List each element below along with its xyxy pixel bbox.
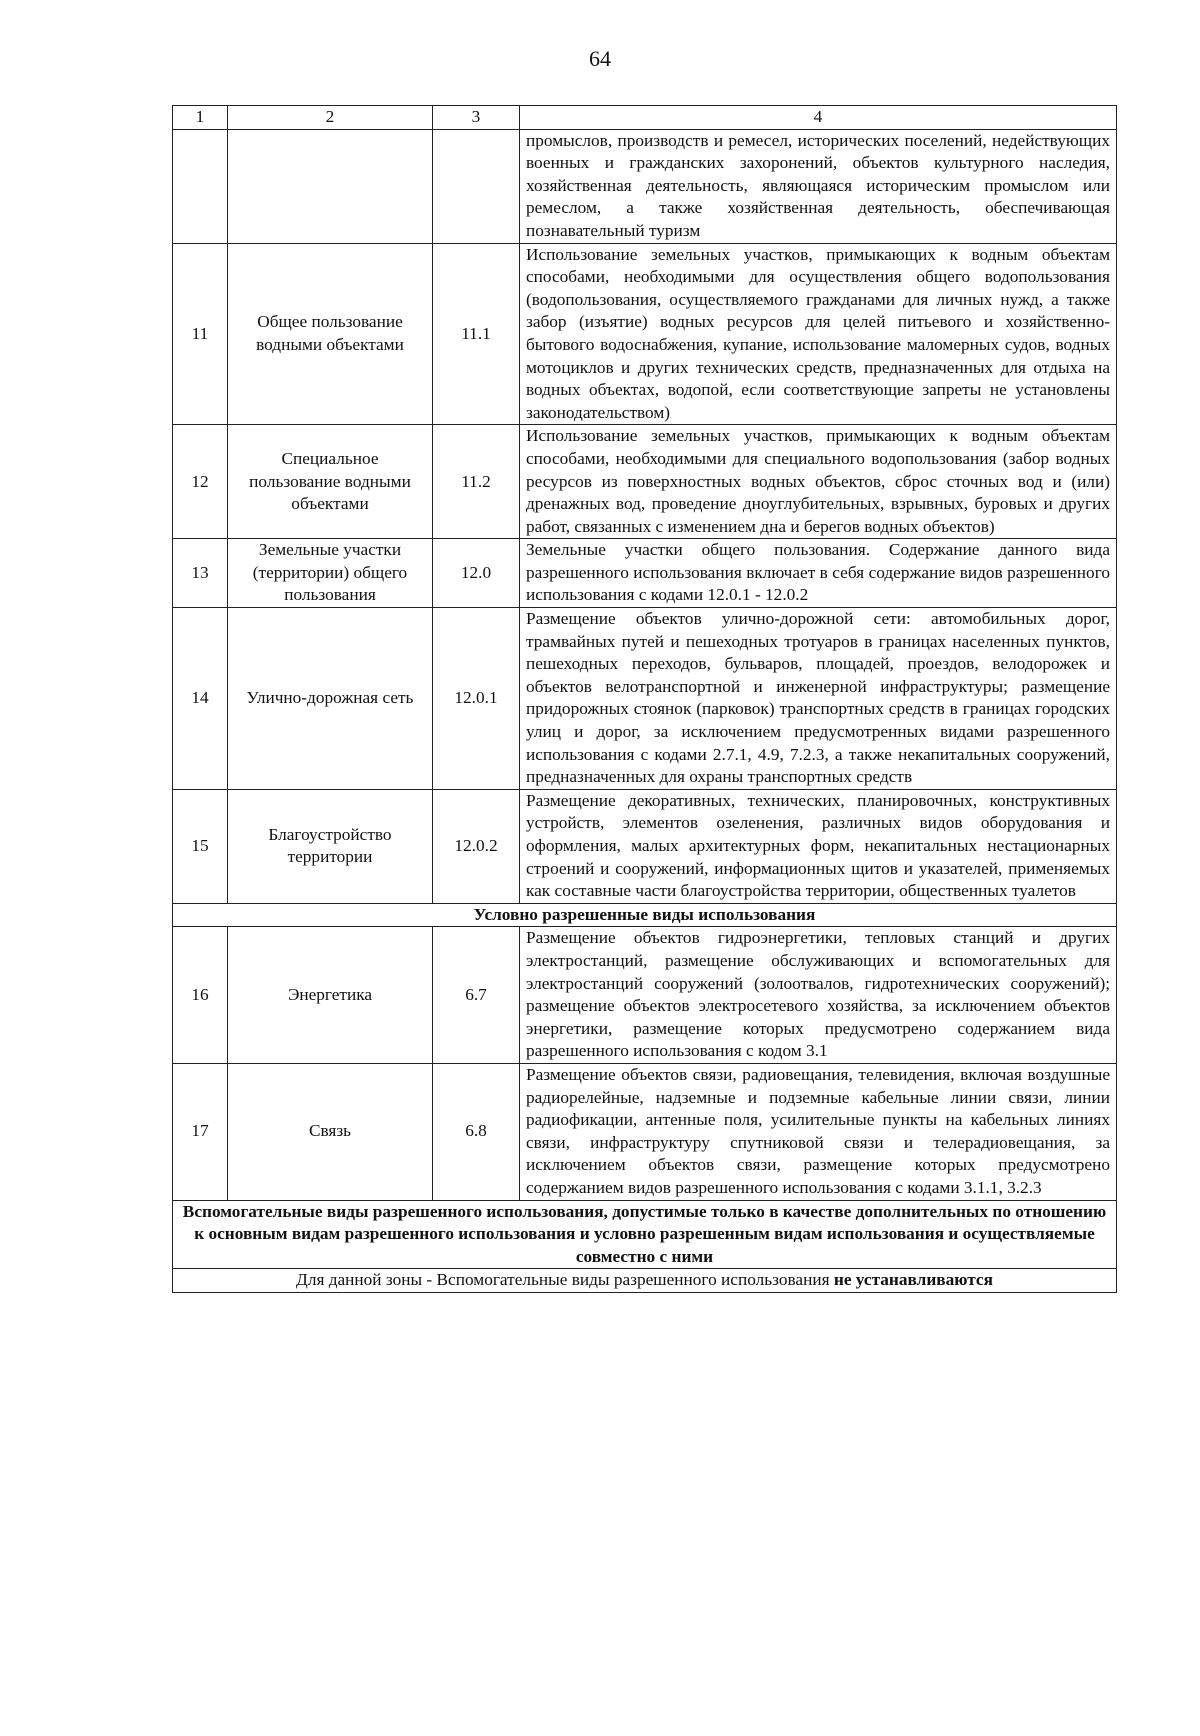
use-description-cell: Размещение объектов улично-дорожной сети: автомобильных дорог, трамвайных путей и пешеходных тротуаров в границах населенных пунктов, пешеходных переходов, бульваров, площадей, проездов, велодорожек и объектов велотранспортной и инженерной инфраструктуры; размещение придорожных стоянок (парковок) транспортных средств в границах городских улиц и дорог, за исключением предусмотренных видами разрешенного использования с кодами 2.7.1, 4.9, 7.2.3, а также некапитальных сооружений, предназначенных для охраны транспортных средств xyxy=(520,608,1117,790)
use-name-cell: Улично-дорожная сеть xyxy=(228,608,433,790)
land-use-table xyxy=(172,105,1117,1293)
header-cell: 4 xyxy=(520,106,1117,130)
use-description-cell: Земельные участки общего пользования. Содержание данного вида разрешенного использования включает в себя содержание видов разрешенного использования с кодами 12.0.1 - 12.0.2 xyxy=(520,539,1117,608)
use-code-cell: 6.7 xyxy=(433,927,520,1064)
use-code-cell: 12.0 xyxy=(433,539,520,608)
use-name-cell xyxy=(228,129,433,243)
use-code-cell: 12.0.1 xyxy=(433,608,520,790)
use-name-cell: Благоустройство территории xyxy=(228,789,433,903)
use-code-cell: 11.1 xyxy=(433,243,520,425)
header-cell: 1 xyxy=(173,106,228,130)
use-name-cell: Связь xyxy=(228,1063,433,1200)
row-number-cell: 12 xyxy=(173,425,228,539)
table-header-row xyxy=(173,106,1117,130)
zone-note-emphasis: не устанавливаются xyxy=(833,1270,993,1290)
use-description-cell: Размещение декоративных, технических, планировочных, конструктивных устройств, элементов озеленения, различных видов оборудования и оформления, малых архитектурных форм, некапитальных нестационарных строений и сооружений, информационных щитов и указателей, применяемых как составные части благоустройства территории, общественных туалетов xyxy=(520,789,1117,903)
use-name-cell: Земельные участки (территории) общего пользования xyxy=(228,539,433,608)
conditional-uses-heading-row xyxy=(173,903,1117,927)
row-number-cell: 13 xyxy=(173,539,228,608)
use-description-cell: Размещение объектов связи, радиовещания, телевидения, включая воздушные радиорелейные, надземные и подземные кабельные линии связи, линии радиофикации, антенные поля, усилительные пункты на кабельных линиях связи, инфраструктуру спутниковой связи и телерадиовещания, за исключением объектов связи, размещение которых предусмотрено содержанием видов разрешенного использования с кодами 3.1.1, 3.2.3 xyxy=(520,1063,1117,1200)
header-cell: 2 xyxy=(228,106,433,130)
conditional-uses-heading: Условно разрешенные виды использования xyxy=(173,903,1117,927)
header-cell: 3 xyxy=(433,106,520,130)
use-code-cell xyxy=(433,129,520,243)
table-row xyxy=(173,789,1117,903)
zone-note xyxy=(173,1269,1117,1293)
use-description-cell: Использование земельных участков, примыкающих к водным объектам способами, необходимыми для специального водопользования (забор водных ресурсов из поверхностных водных объектов, сброс сточных вод и (или) дренажных вод, проведение дноуглубительных, взрывных, буровых и других работ, связанных с изменением дна и берегов водных объектов) xyxy=(520,425,1117,539)
use-description-cell: Использование земельных участков, примыкающих к водным объектам способами, необходимыми для осуществления общего водопользования (водопользования, осуществляемого гражданами для личных нужд, а также забор (изъятие) водных ресурсов для целей питьевого и хозяйственно-бытового водоснабжения, купание, использование маломерных судов, водных мотоциклов и других технических средств, предназначенных для отдыха на водных объектах, водопой, если соответствующие запреты не установлены законодательством) xyxy=(520,243,1117,425)
table-row xyxy=(173,425,1117,539)
use-code-cell: 12.0.2 xyxy=(433,789,520,903)
use-code-cell: 11.2 xyxy=(433,425,520,539)
auxiliary-uses-heading: Вспомогательные виды разрешенного использования, допустимые только в качестве дополнительных по отношению к основным видам разрешенного использования и условно разрешенным видам использования и осуществляемые совместно с ними xyxy=(173,1200,1117,1269)
use-name-cell: Специальное пользование водными объектами xyxy=(228,425,433,539)
use-description-cell: промыслов, производств и ремесел, исторических поселений, недействующих военных и гражданских захоронений, объектов культурного наследия, хозяйственная деятельность, являющаяся историческим промыслом или ремеслом, а также хозяйственная деятельность, обеспечивающая познавательный туризм xyxy=(520,129,1117,243)
zone-note-text: Для данной зоны - Вспомогательные виды разрешенного использования xyxy=(296,1270,830,1290)
table-row xyxy=(173,608,1117,790)
table-row xyxy=(173,1063,1117,1200)
use-description-cell: Размещение объектов гидроэнергетики, тепловых станций и других электростанций, размещение обслуживающих и вспомогательных для электростанций сооружений (золоотвалов, гидротехнических сооружений); размещение объектов электросетевого хозяйства, за исключением объектов энергетики, размещение которых предусмотрено содержанием вида разрешенного использования с кодом 3.1 xyxy=(520,927,1117,1064)
use-name-cell: Общее пользование водными объектами xyxy=(228,243,433,425)
table-row xyxy=(173,927,1117,1064)
table-row xyxy=(173,539,1117,608)
table-row xyxy=(173,243,1117,425)
table-row xyxy=(173,129,1117,243)
use-name-cell: Энергетика xyxy=(228,927,433,1064)
row-number-cell: 11 xyxy=(173,243,228,425)
row-number-cell: 15 xyxy=(173,789,228,903)
use-code-cell: 6.8 xyxy=(433,1063,520,1200)
auxiliary-uses-heading-row xyxy=(173,1200,1117,1269)
row-number-cell: 14 xyxy=(173,608,228,790)
row-number-cell: 17 xyxy=(173,1063,228,1200)
page-number: 64 xyxy=(589,46,611,71)
row-number-cell xyxy=(173,129,228,243)
zone-note-row xyxy=(173,1269,1117,1293)
row-number-cell: 16 xyxy=(173,927,228,1064)
